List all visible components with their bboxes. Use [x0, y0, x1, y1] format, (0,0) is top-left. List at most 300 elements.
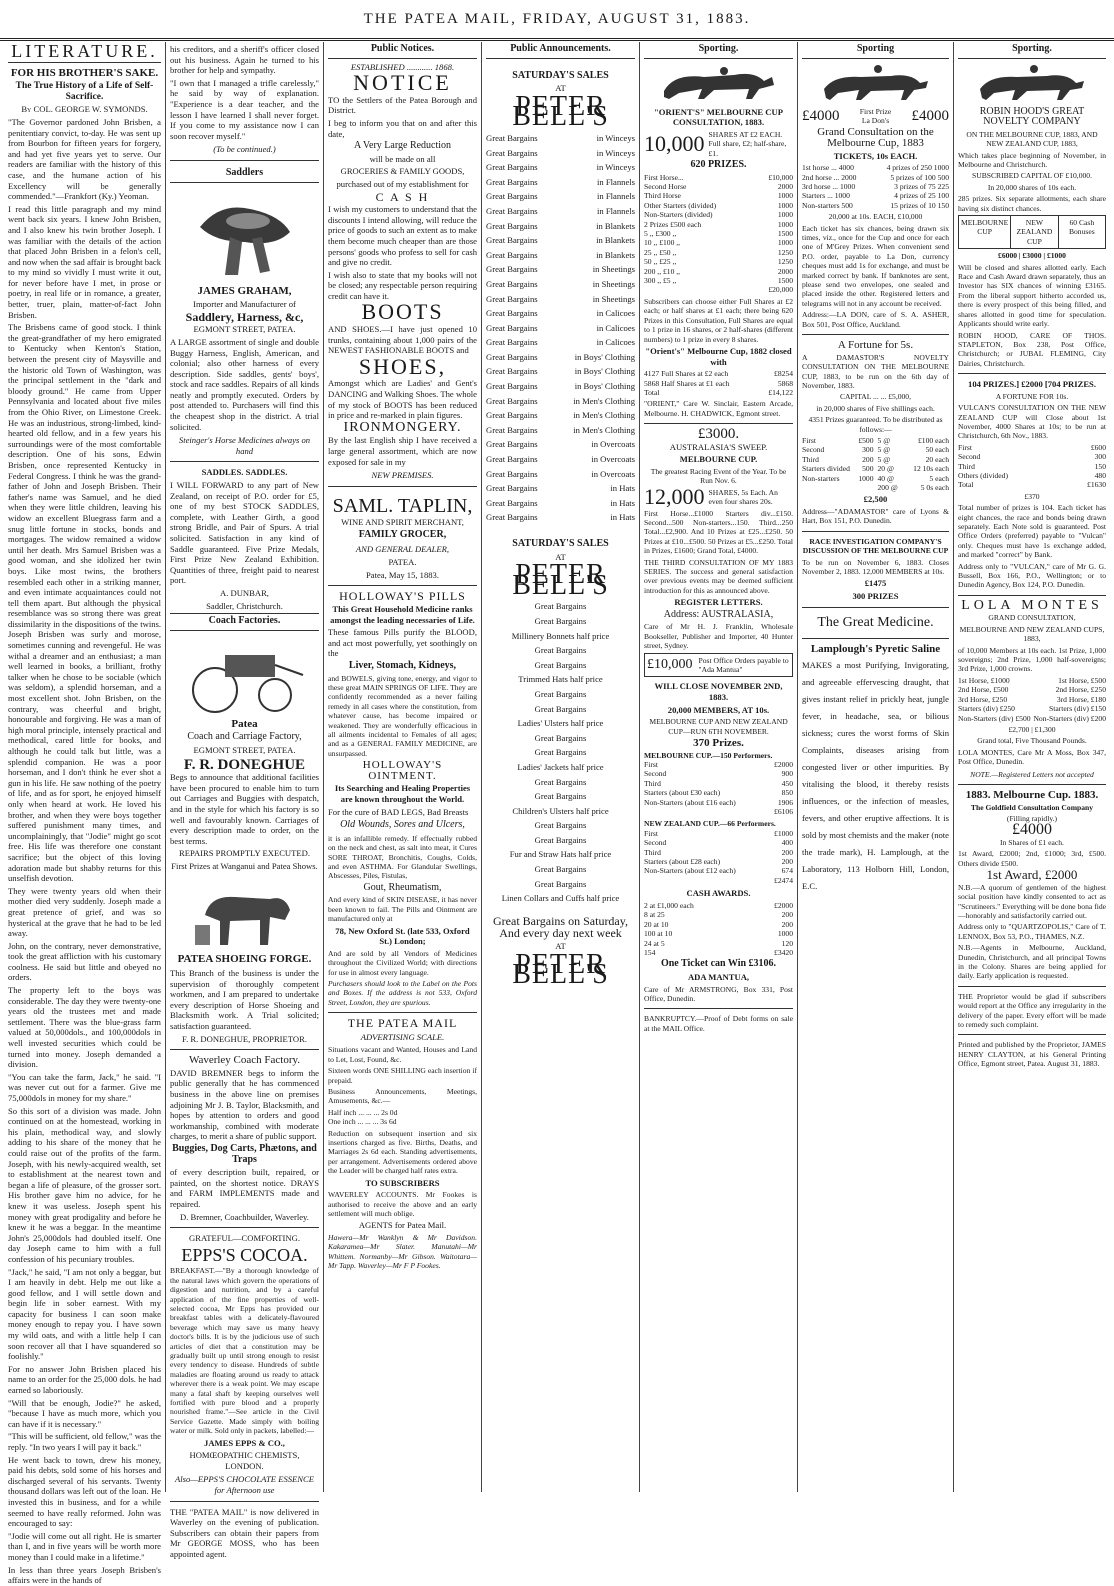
column-public-announcements: [482, 42, 640, 1492]
list-item-text: in Blankets: [596, 249, 635, 260]
filling-line: (Filling rapidly.): [1006, 813, 1058, 823]
paragraph: The Brisbens came of good stock. I think the great-grandfather of my hero emigrated to Kentucky when Kenton's Station, between the present city of Maysville and the historic old Town of Washington, was the principal settlement in the "dark and bloody ground." He came from Upper Pennsylvania and located about five miles from the Ohio River, on Limestone Creek. He was an industrious, strong-limbed, kind-hearted old fellow, and in a few years his surroundings were of the most comfortable description. One of his sons, Edwin Brisben, once represented Kentucky in Federal Congress. I think he was the grand-father of John and Joseph Brisben. Their father's name was Samuel, and he died when they were little children, leaving his widow an excellent Bluegrass farm and a snug little fortune in stocks, bonds and mortgages. The widow remained a widow until her death. Mrs Samuel Brisben was a good woman, and she idolized her twin boys. Like most twins, the brothers resembled each other in a striking manner, and even intimate acquaintances could not tell them apart. But although the physical resemblance was so strong there was great dissimilarity in the dispositions of the twins. Joseph Brisben was surly and morose, sometimes cunning and revengeful. He was withal a dreamer and an enthusiast; a man well learned in books, a brilliant, frothy talker when he chose to be sociable (which was seldom), a splendid horseman, and a most excellent shot. John Brisben, on the contrary, was cheerful and bright, honourable and forgiving. He was a man of high moral principle, intensely practical and methodical, cared little for books, and although he could talk but little, was a splendid companion. He was a poor horseman, and I don't think he ever shot a gun in his life. He saw nothing of the poetry of life, and as for sport, he enjoyed himself only when heard at work. He loved his brother, and when they were boys together suffered punishment many times, and uncomplainingly, that "Jodie" might go scot free. His life was therefore one constant sacrifice; but the object of this loving adoration made but shabby returns for this unselfish devotion.: [8, 322, 161, 884]
list-item-text: in Winceys: [596, 162, 635, 173]
table-cell: Starters (div) £150: [1049, 704, 1106, 714]
table-cell: Second: [644, 838, 667, 848]
paragraph: I WILL FORWARD to any part of New Zealand, on receipt of P.O. order for £5, one of my best STOCK SADDLES, complete, with Leather Girth, a good strong Bridle, and Pair of Spurs. A trial solicited. Satisfaction in any kind of Saddle guaranteed. Five Prize Medals, First Prize New Zealand Exhibition. Quantities of three, freight paid to nearest port.: [170, 480, 319, 586]
table-row: [644, 929, 793, 938]
fortune10-header: A FORTUNE FOR 10s.: [995, 391, 1069, 401]
list-item-text: Great Bargains: [534, 878, 587, 889]
list-item: [486, 862, 635, 877]
holloway-gout: Gout, Rheumatism,: [363, 881, 442, 893]
established-line: ESTABLISHED ............ 1868.: [350, 61, 455, 72]
paragraph: MAKES a most Purifying, Invigorating, and agreeable effervescing draught, that gives instant relief in prickly heat, jungle fever, in headache, sea, or bilious sickness; cures the worst forms of Skin Complaints, diseases arising from congested liver or other impurities. By vitalising the blood, it thereby resists influences, or the infection of measles, fevers, and other eruptive affections. It is sold by most chemists and the maker (note the trade mark), H. Lamplough, at the Laboratory, 113 Holborn Hill, London, E.C.: [802, 659, 949, 891]
table-cell: 5868: [777, 378, 793, 388]
list-item-text: Great Bargains: [534, 659, 587, 670]
table-cell: Third: [802, 454, 819, 464]
paragraph: Printed and published by the Proprietor, JAMES HENRY CLAYTON, at his General Printing Office, Egmont street, Patea. August 31, 1883.: [958, 1040, 1106, 1069]
cash-table: [644, 901, 793, 957]
paragraph: He went back to town, drew his money, paid his debts, sold some of his horses and discharged several of his servants. Twenty thousand dollars was left out of the loan. He invested this in business, and for a while seemed to have really reformed. John was encouraged to say:: [8, 1454, 161, 1529]
table-cell: 3rd Horse, £250: [958, 694, 1008, 704]
graham-goods: Saddlery, Harness, &c,: [185, 309, 304, 324]
orient-shares-text: SHARES AT £2 EACH. Full share, £2; half-share, £1.: [708, 129, 787, 158]
table-row: [644, 267, 793, 276]
table-cell: £20,000: [768, 285, 793, 295]
paragraph: THE "PATEA MAIL" is now delivered in Waverley on the evening of publication. Subscribers can obtain their papers from Mr GEORGE MOSS, who has been appointed agent.: [170, 1506, 319, 1559]
table-cell: Starters divided: [802, 464, 850, 474]
list-item: [486, 760, 635, 775]
table-cell: 300: [862, 445, 874, 455]
list-item-text: Great Bargains: [486, 366, 538, 377]
paragraph: I beg to inform you that on and after this date,: [328, 117, 477, 139]
table-cell: 154: [644, 947, 656, 957]
section-header-sporting: Sporting.: [644, 42, 793, 59]
waverley-header: Waverley Coach Factory.: [188, 1054, 301, 1067]
table-row: [644, 182, 793, 191]
table-cell: £3420: [774, 947, 793, 957]
mini-header: 104 PRIZES.] £2000 [704 PRIZES.: [968, 379, 1096, 390]
sweep-amount: £3000.: [697, 426, 740, 443]
robin-header: ROBIN HOOD'S GREAT NOVELTY COMPANY: [979, 105, 1085, 128]
table-cell: 1st Horse, £1000: [958, 675, 1010, 685]
table-cell: 2 Prizes £500 each: [644, 219, 702, 229]
table-cell: 150: [1094, 461, 1106, 471]
table-cell: 5 @: [877, 454, 891, 464]
divider: [802, 638, 949, 639]
paragraph: For the cure of BAD LEGS, Bad Breasts: [328, 806, 469, 817]
reduction-line: A Very Large Reduction: [353, 140, 452, 152]
table-cell: Non-starters: [802, 473, 840, 483]
table-row: [644, 829, 793, 838]
paragraph: Total number of prizes is 104. Each ticket has eight chances, the race and bonds being drawn separately. Each Note sold is guaranteed. Post Office Orders (preferred) payable to "Vulcan" only. Cheques must have 1s exchange added, and marked "correct" by Bank.: [958, 503, 1106, 560]
text-line: will be made on all: [369, 153, 436, 164]
groceries-line: GROCERIES & FAMILY GOODS,: [340, 166, 465, 177]
table-cell: £2000: [774, 760, 793, 769]
prizes-370: 370 Prizes.: [693, 737, 744, 749]
list-item-text: Great Bargains: [534, 688, 587, 699]
list-item-text: in Flannels: [597, 205, 635, 216]
lola-grand: Grand total, Five Thousand Pounds.: [977, 736, 1087, 746]
taplin-line: PATEA.: [388, 557, 417, 568]
table-row: [644, 257, 793, 266]
list-item-text: in Calicoes: [596, 322, 635, 333]
list-item-text: in Hats: [610, 483, 635, 494]
post-office-amount: £10,000: [647, 656, 693, 672]
list-item: [486, 481, 635, 496]
gold-amount: £4000: [1012, 821, 1052, 839]
table-row: [958, 452, 1106, 461]
list-item: [486, 847, 635, 862]
list-item-text: in Overcoats: [591, 439, 635, 450]
table-cell: Third: [644, 778, 661, 788]
table-cell: 24 at 5: [644, 938, 665, 948]
at-line: AT: [555, 941, 566, 952]
table-cell: 5 0s each: [920, 482, 949, 492]
orient-82-header: "Orient's" Melbourne Cup, 1882 closed with: [645, 345, 792, 367]
repairs-line: REPAIRS PROMPTLY EXECUTED.: [178, 848, 310, 859]
column-sporting-2: [798, 42, 954, 1492]
list-item: [486, 775, 635, 790]
paragraph: Address:—LA DON, care of S. A. ASHER, Box 501, Post Office, Auckland.: [802, 310, 949, 329]
paragraph: Address only to "VULCAN," care of Mr G. G. Bussell, Box 166, P.O., Wellington; or to Dunedin Agency, Box 124, P.O. Dunedin.: [958, 561, 1106, 590]
notice-title: NOTICE: [353, 70, 452, 96]
paragraph: "You can take the farm, Jack," he said. "I was never cut out for a farmer. Give me 75,000dols in money for my share.": [8, 1071, 161, 1103]
table-cell: Third: [958, 461, 975, 471]
paragraph: TO the Settlers of the Patea Borough and District.: [328, 94, 477, 116]
paragraph: These famous Pills purify the BLOOD, and act most powerfully, yet soothingly on the: [328, 627, 477, 659]
list-item-text: Great Bargains: [534, 645, 587, 656]
table-row: [802, 455, 874, 464]
table-cell: Non-Starters (div) £200: [1033, 713, 1106, 723]
table-cell: 1000: [777, 210, 793, 220]
post-office-box: [644, 653, 793, 678]
divider: [328, 585, 477, 586]
subscribed-line: SUBSCRIBED CAPITAL OF £10,000.: [972, 171, 1092, 181]
subscribers-header: TO SUBSCRIBERS: [365, 1177, 440, 1188]
rate-line: One inch ... ... ... 3s 6d: [328, 1117, 397, 1127]
list-item: [486, 789, 635, 804]
paragraph: First Horse...£1000 Starters div...£150. Second...500 Non-starters...150. Third...250 Total...£2,900. And 10 Prizes at £25...£250. 50 Prizes at £10...£500. 50 Prizes at £5...£250. Total in Prizes, £1600; Grand Total, £4000.: [644, 508, 793, 556]
table-cell: 5 @: [877, 445, 891, 455]
list-item: [486, 731, 635, 746]
list-item: [486, 146, 635, 161]
paragraph: Address only to "QUARTZOPOLIS," Care of T. LENNOX, Box 53, P.O., THAMES, N.Z.: [958, 922, 1106, 941]
paragraph: THE Proprietor would be glad if subscribers would report at the Office any irregularity in the delivery of the paper. Every effort will be made to remedy such complaint.: [958, 991, 1106, 1030]
table-row: [644, 838, 793, 847]
list-item: [486, 496, 635, 511]
section-header-saddlers: Saddlers: [170, 166, 319, 183]
table-cell: Non-Starters (about £12 each): [644, 866, 736, 876]
table-cell: £1630: [1087, 480, 1106, 490]
table-row: [958, 714, 1106, 723]
table-cell: 40 @: [877, 473, 894, 483]
table-cell: 5 ,, £300 ,,: [644, 229, 677, 239]
aus-shares-block: [644, 483, 793, 509]
paragraph: "Jack," he said, "I am not only a beggar, but I am heavily in debt. Help me out like a good fellow, and I will settle down and begin life in sober earnest. With my capacity for business I can soon make money enough to repay you. I have sown my wild oats, and with a little help I can soon recover all that I have squandered so foolishly.": [8, 1266, 161, 1362]
divider: [958, 784, 1106, 785]
table-cell: Starters (about £30 each): [644, 788, 721, 798]
list-item-text: Great Bargains: [534, 791, 587, 802]
taplin-name: SAML. TAPLIN,: [332, 494, 473, 517]
table-cell: 1500: [777, 276, 793, 286]
list-item: [486, 219, 635, 234]
column-sporting-3: [954, 42, 1110, 1492]
racehorse-illustration: [654, 63, 784, 103]
table-row: [958, 676, 1106, 685]
table-row: [644, 173, 793, 182]
paragraph: So this sort of a division was made. John continued on at the homestead, working in his plain, methodical way, and slowly adding to his share of the money that he could raise out of the profits of the farm. Joseph, with his newly-acquired wealth, set to establishment at the nearest town and began a life of pleasure, of the grosser sort. His brother gave him no advice, for he knew it was useless. Joseph spent his money with great prodigality and before he knew it he was a beggar. In the meantime John's 25,000dols had doubled itself. One day Joseph came to him with a full confession of his pecuniary troubles.: [8, 1105, 161, 1264]
paragraph: Hawera—Mr Wanklyn & Mr Davidson. Kakaramea—Mr Slater. Manutahi—Mr Whittem. Normanby—Mr Gibson. Waitotara—Mr Tapp. Waverley—Mr F P Fookes.: [328, 1233, 477, 1271]
table-cell: 200: [781, 847, 793, 857]
adam-total: £2,500: [863, 494, 888, 505]
list-item-text: Great Bargains: [486, 497, 538, 508]
list-item: [486, 833, 635, 848]
prizes-line: First Prizes at Wanganui and Patea Shows.: [171, 860, 318, 871]
one-ticket: One Ticket can Win £3106.: [660, 958, 777, 970]
byline: By COL. GEORGE W. SYMONDS.: [21, 104, 148, 115]
divider: [644, 423, 793, 424]
register-letters: REGISTER LETTERS.: [674, 597, 763, 608]
paragraph: and BOWELS, giving tone, energy, and vigor to these great MAIN SPRINGS OF LIFE. They are confidently recommended as a never failing remedy in all cases where the constitution, from whatever cause, has become impaired or weakened. They are wonderfully efficacious in all ailments incidental to Females of all ages; and as a GENERAL FAMILY MEDICINE, are unsurpassed.: [328, 673, 477, 758]
column-saddlers: [166, 42, 324, 1559]
list-item: [486, 804, 635, 819]
aus-cup: MELBOURNE CUP.: [679, 454, 758, 465]
racehorse-illustration: [972, 63, 1092, 103]
table-cell: First: [802, 435, 816, 445]
table-cell: 4 prizes of 250 1000: [886, 163, 949, 173]
section-header-public-announcements: Public Announcements.: [486, 42, 635, 59]
robin-sub: ON THE MELBOURNE CUP, 1883, AND NEW ZEALAND CUP, 1883,: [966, 129, 1098, 149]
peter-bell-header: PETER BELL'S: [512, 559, 609, 601]
paragraph: VULCAN'S CONSULTATION ON THE NEW ZEALAND CUP will Close about 1st November, 4000 Shares at 10s; to be run at Christchurch, 6th Nov., 1883.: [958, 403, 1106, 441]
paragraph: Business Announcements, Meetings, Amusements, &c.—: [328, 1087, 477, 1106]
ladon-prize-row: [802, 107, 949, 126]
paragraph: For no answer John Brisben placed his name to an order for the 25,000 dols. he had earned so laboriously.: [8, 1363, 161, 1396]
paragraph: I wish also to state that my books will not be closed; any respectable person requiring credit can have it.: [328, 269, 477, 301]
race-total: £1475: [864, 578, 887, 589]
paragraph: Address—"ADAMASTOR" care of Lyons & Hart, Box 151, P.O. Dunedin.: [802, 506, 949, 526]
list-item-text: Great Bargains: [486, 191, 538, 202]
dunbar-role: Saddler, Christchurch.: [206, 600, 283, 611]
list-item: [486, 510, 635, 525]
divider: [958, 986, 1106, 987]
paragraph: And are sold by all Vendors of Medicines throughout the Civilized World; with directions for use in almost every language.: [328, 948, 477, 977]
table-row: [644, 939, 793, 948]
paragraph: Begs to announce that additional facilities have been procured to enable him to turn out Carriages and Buggies with despatch, and in the style for which his factory is so well and favourably known. Carriages of every description made to order, on the best terms.: [170, 772, 319, 846]
table-row: [644, 948, 793, 957]
mc-nz-line: MELBOURNE CUP AND NEW ZEALAND CUP—RUN 6TH NOVEMBER.: [649, 717, 788, 736]
table-row: [878, 474, 950, 483]
table-row: [644, 285, 793, 294]
list-item: [486, 452, 635, 467]
list-item-text: Great Bargains: [486, 322, 538, 333]
paragraph: Purchasers should look to the Label on the Pots and Boxes. If the address is not 533, Oxford Street, London, they are spurious.: [328, 978, 477, 1007]
table-cell: 15 prizes of 10 150: [890, 200, 949, 210]
holloway-pills-sub: This Great Household Medicine ranks amongst the leading necessaries of Life.: [330, 603, 475, 625]
list-item-text: in Flannels: [597, 176, 635, 187]
list-item: [486, 745, 635, 760]
paragraph: I read this little paragraph and my mind went back six years. I knew John Brisben, and I also knew his twin brother Joseph. I was familiar with the details of the action that placed John Brisben in a felon's cell, and now when the sad affair is brought back to my mind so vividly I must write it out, for never before have I met, in prose or poetry, in real life or in romance, a greater, better, truer, plain, matter-of-fact John Brisben.: [8, 203, 161, 320]
table-cell: 200: [781, 919, 793, 929]
table-cell: 4127 Full Shares at £2 each: [644, 369, 729, 379]
paragraph: "The Governor pardoned John Brisben, a penitentiary convict, to-day. He was sent up from Bourbon for fifteen years for forgery, and had yet five years yet to serve. Our readers are familiar with the history of this case, and the humane action of his Excellency will be generally commended."—Frankfort (Ky.) Yeoman.: [8, 116, 161, 202]
paragraph: of every description built, repaired, or painted, on the shortest notice. DRAYS and FARM IMPLEMENTS made and repaired.: [170, 1167, 319, 1209]
holloway-ointment-title: HOLLOWAY'S OINTMENT.: [362, 759, 443, 782]
lola-sub: GRAND CONSULTATION,: [988, 613, 1076, 623]
saddles-header: SADDLES. SADDLES.: [201, 467, 288, 478]
paragraph: 285 prizes. Six separate allotments, each share having six distinct chances.: [958, 194, 1106, 213]
table-row: [644, 191, 793, 200]
paragraph: Care of Mr ARMSTRONG, Box 331, Post Office, Dunedin.: [644, 984, 793, 1003]
lola-sub2: MELBOURNE AND NEW ZEALAND CUPS, 1883,: [959, 624, 1105, 644]
list-item-text: in Hats: [610, 512, 635, 523]
tickets-table: [802, 163, 949, 210]
divider: [328, 486, 477, 487]
table-cell: 900: [781, 769, 793, 779]
list-item: [486, 189, 635, 204]
table-row: [958, 462, 1106, 471]
goldfield-header: The Goldfield Consultation Company: [970, 802, 1094, 812]
list-item: [486, 175, 635, 190]
nz-table: [644, 829, 793, 885]
table-row: [802, 163, 949, 172]
list-item-text: Great Bargains: [486, 395, 538, 406]
table-row: [644, 248, 793, 257]
great-medicine: The Great Medicine.: [817, 614, 934, 630]
paragraph: Care of Mr H. J. Franklin, Wholesale Bookseller, Publisher and Importer, 40 Hunter street, Sydney.: [644, 622, 793, 651]
table-row: [644, 876, 793, 885]
list-item-text: Great Bargains: [486, 454, 538, 465]
table-row: [644, 848, 793, 857]
list-item-text: Great Bargains: [486, 308, 538, 319]
list-item-text: Great Bargains: [486, 351, 538, 362]
list-item-text: in Sheetings: [592, 293, 635, 304]
lamplough-header: Lamplough's Pyretic Saline: [810, 643, 941, 656]
list-item: [486, 629, 635, 644]
table-row: [644, 238, 793, 247]
list-item-text: in Men's Clothing: [573, 395, 635, 406]
list-item: [486, 716, 635, 731]
table-cell: £100 each: [918, 435, 949, 445]
buggy-illustration: [185, 635, 305, 715]
capital-line: CAPITAL ... ... £5,000,: [839, 392, 912, 402]
shoes-title: SHOES,: [358, 353, 447, 379]
list-item-text: Great Bargains: [486, 278, 538, 289]
taplin-line: WINE AND SPIRIT MERCHANT,: [341, 517, 464, 528]
table-row: [958, 695, 1106, 704]
list-item: [486, 394, 635, 409]
dunbar-name: A. DUNBAR,: [220, 587, 269, 598]
lola-table: [958, 676, 1106, 723]
table-cell: 20 @: [877, 464, 894, 474]
table-cell: 5 @: [877, 435, 891, 445]
holloway-organs: Liver, Stomach, Kidneys,: [348, 659, 457, 671]
table-cell: 25 ,, £50 ,,: [644, 247, 677, 257]
table-cell: £10,000: [768, 172, 793, 182]
table-row: [958, 443, 1106, 452]
divider: [802, 334, 949, 335]
divider: [170, 1227, 319, 1228]
table-header-cell: NEW ZEALAND CUP: [1011, 216, 1058, 248]
list-item: [486, 423, 635, 438]
graham-name: JAMES GRAHAM,: [197, 284, 292, 297]
cash-awards-header: CASH AWARDS.: [686, 888, 751, 899]
list-item-text: Great Bargains: [534, 864, 587, 875]
epps-also: Also—EPPS'S CHOCOLATE ESSENCE for Afternoon use: [174, 1474, 315, 1495]
table-row: [802, 182, 949, 191]
paragraph: WAVERLEY ACCOUNTS. Mr Fookes is authorised to receive the above and an early settlement will much oblige.: [328, 1190, 477, 1219]
nz-66-header: NEW ZEALAND CUP.—66 Performers.: [644, 819, 776, 829]
table-cell: Second: [958, 452, 981, 462]
table-row: [644, 369, 793, 378]
newspaper-columns: [4, 41, 1110, 1586]
paragraph: N.B.—A quorum of gentlemen of the highest social position have kindly consented to act as "Scrutineers." Everything will be done bona fide—honorably and satisfactorily carried out.: [958, 882, 1106, 920]
list-item: [486, 204, 635, 219]
orient-shares-number: 10,000: [644, 130, 705, 156]
to-be-continued: (To be continued.): [213, 144, 276, 155]
list-item-text: Great Bargains: [486, 439, 538, 450]
list-item-text: Great Bargains: [534, 615, 587, 626]
prizes-table: [644, 173, 793, 295]
divider: [170, 160, 319, 161]
list-item-text: in Sheetings: [592, 278, 635, 289]
saturday-sales-header: SATURDAY'S SALES: [512, 538, 609, 549]
waverley-goods: Buggies, Dog Carts, Phætons, and Traps: [172, 1142, 317, 1165]
table-cell: First: [958, 442, 972, 452]
adam-cash-table: [878, 436, 950, 492]
table-row: [802, 191, 949, 200]
table-cell: 480: [1094, 470, 1106, 480]
table-cell: 1000: [777, 238, 793, 248]
table-cell: 20 each: [925, 454, 949, 464]
table-cell: 50 each: [925, 445, 949, 455]
section-header-sporting: Sporting.: [958, 42, 1106, 59]
list-item-text: in Hats: [610, 497, 635, 508]
table-cell: 500: [862, 464, 874, 474]
table-cell: £2474: [774, 875, 793, 885]
table-row: [644, 210, 793, 219]
ada-mantua: ADA MANTUA,: [687, 971, 750, 982]
epps-pre: GRATEFUL—COMFORTING.: [189, 1233, 300, 1244]
table-cell: 1000: [777, 200, 793, 210]
list-item: [486, 818, 635, 833]
table-cell: First: [644, 760, 658, 769]
table-row: [644, 807, 793, 816]
list-item: [486, 891, 635, 906]
prize-amount-right: £4000: [911, 107, 949, 124]
table-cell: 1250: [777, 247, 793, 257]
list-item-text: Great Bargains: [486, 264, 538, 275]
list-item-text: Children's Ulsters half price: [512, 805, 609, 816]
table-cell: 1st Horse, £500: [1058, 675, 1106, 685]
list-item-text: Great Bargains: [486, 512, 538, 523]
list-item-text: Great Bargains: [486, 220, 538, 231]
table-row: [802, 464, 874, 473]
story-subtitle: The True History of a Life of Self-Sacrifice.: [15, 81, 154, 102]
column-public-notices: [324, 42, 482, 1492]
aus-shares-number: 12,000: [644, 483, 705, 509]
list-item-text: in Men's Clothing: [573, 424, 635, 435]
list-item: [486, 292, 635, 307]
list-item: [486, 131, 635, 146]
list-item: [486, 364, 635, 379]
list-item-text: Great Bargains: [486, 293, 538, 304]
list-item: [486, 599, 635, 614]
adam-mc-table: [802, 436, 874, 492]
list-item: [486, 672, 635, 687]
mc-150-header: MELBOURNE CUP.—150 Performers.: [644, 750, 773, 760]
list-item-text: Trimmed Hats half price: [518, 674, 603, 685]
table-cell: Third Horse: [644, 191, 681, 201]
section-header-sporting: Sporting: [802, 42, 949, 59]
paragraph: "Will that be enough, Jodie?" he asked, "because I have as much more, which you can have if it is necessary.": [8, 1397, 161, 1429]
orient-82-table: [644, 369, 793, 397]
list-item: [486, 306, 635, 321]
table-cell: 3rd horse ... 1000: [802, 182, 856, 191]
list-item-text: Great Bargains: [534, 776, 587, 787]
table-cell: Non-Starters (divided): [644, 210, 713, 220]
table-cell: 850: [781, 788, 793, 798]
table-row: [878, 445, 950, 454]
list-item-text: Great Bargains: [486, 468, 538, 479]
robin-total: £6000 | £3000 | £1000: [998, 251, 1066, 261]
shares-info: In 20,000 shares of 10s each.: [987, 182, 1077, 192]
paragraph: And every kind of SKIN DISEASE, it has never been known to fail. The Pills and Ointment are manufactured only at: [328, 895, 477, 924]
table-cell: 1000: [777, 219, 793, 229]
adam-tables: [802, 436, 949, 492]
list-item-text: in Overcoats: [591, 468, 635, 479]
epps-header: EPPS'S COCOA.: [181, 1244, 308, 1265]
